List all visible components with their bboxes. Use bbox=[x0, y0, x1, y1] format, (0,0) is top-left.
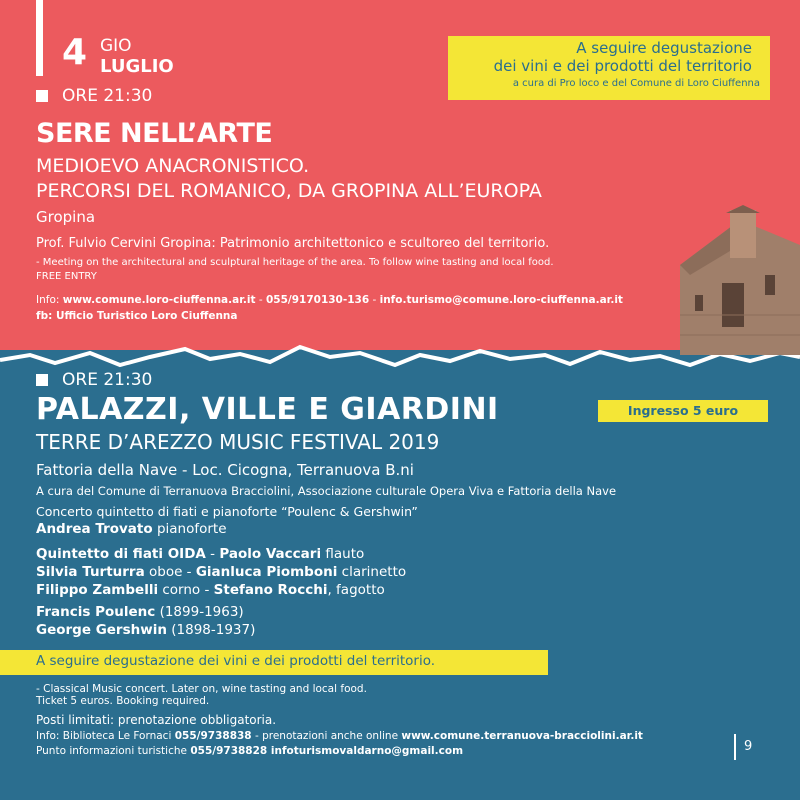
time-square-icon bbox=[36, 90, 48, 102]
performer-role: , fagotto bbox=[327, 582, 385, 598]
performer-name: Silvia Turturra bbox=[36, 564, 145, 580]
info-email-link[interactable]: info.turismo@comune.loro-ciuffenna.ar.it bbox=[379, 294, 623, 306]
event2-english-ticket: Ticket 5 euros. Booking required. bbox=[36, 695, 210, 707]
event2-tasting-text: A seguire degustazione dei vini e dei prodotti del territorio. bbox=[36, 653, 436, 669]
event1-time: ORE 21:30 bbox=[62, 86, 153, 106]
performer-name: Filippo Zambelli bbox=[36, 582, 159, 598]
event2-title: PALAZZI, VILLE E GIARDINI bbox=[36, 392, 499, 427]
info-phone: 055/9738838 bbox=[174, 730, 252, 742]
performer-name: Paolo Vaccari bbox=[219, 546, 322, 562]
performer-pianist bbox=[36, 521, 227, 537]
event1-title: SERE NELL’ARTE bbox=[36, 118, 273, 149]
info-label: Info: Biblioteca Le Fornaci bbox=[36, 730, 175, 742]
composer-name: George Gershwin bbox=[36, 622, 167, 638]
punto-email-link[interactable]: infoturismovaldarno@gmail.com bbox=[267, 745, 464, 757]
info-separator: - bbox=[369, 294, 380, 306]
performer-line bbox=[36, 564, 406, 580]
event1-subtitle-line2: PERCORSI DEL ROMANICO, DA GROPINA ALL’EUROPA bbox=[36, 180, 542, 202]
punto-label: Punto informazioni turistiche bbox=[36, 745, 191, 757]
performer-ensemble bbox=[36, 546, 364, 562]
event2-info bbox=[36, 730, 643, 742]
event2-venue: Fattoria della Nave - Loc. Cicogna, Terranuova B.ni bbox=[36, 461, 414, 479]
performer-name: Gianluca Piomboni bbox=[195, 564, 338, 580]
performer-line bbox=[36, 582, 385, 598]
tasting-line2: dei vini e dei prodotti del territorio bbox=[493, 57, 752, 75]
event1-speaker: Prof. Fulvio Cervini Gropina: Patrimonio architettonico e scultoreo del territorio. bbox=[36, 236, 550, 251]
event2-tasting-banner bbox=[0, 650, 548, 675]
performer-role: corno - bbox=[158, 582, 214, 598]
time-square-icon bbox=[36, 374, 48, 386]
event2-organizers: A cura del Comune di Terranuova Bracciolini, Associazione culturale Opera Viva e Fattoria della Nave bbox=[36, 484, 617, 498]
event1-free-entry: FREE ENTRY bbox=[36, 271, 97, 282]
composer-years: (1899-1963) bbox=[155, 604, 244, 620]
event1-subtitle-line1: MEDIOEVO ANACRONISTICO. bbox=[36, 155, 310, 177]
event1-english-note: - Meeting on the architectural and sculptural heritage of the area. To follow wine tasting and local food. bbox=[36, 257, 554, 268]
event-day: 4 bbox=[62, 32, 87, 73]
performer-separator: - bbox=[205, 546, 220, 562]
punto-phone: 055/9738828 bbox=[190, 745, 268, 757]
event-month: LUGLIO bbox=[100, 56, 174, 77]
tasting-box bbox=[448, 36, 770, 100]
info-site-link[interactable]: www.comune.loro-ciuffenna.ar.it bbox=[62, 294, 256, 306]
performer-role: clarinetto bbox=[337, 564, 407, 580]
info-mid: - prenotazioni anche online bbox=[251, 730, 402, 742]
composer-line bbox=[36, 604, 244, 620]
event2-concert: Concerto quintetto di fiati e pianoforte “Poulenc & Gershwin” bbox=[36, 504, 418, 519]
info-site-link[interactable]: www.comune.terranuova-bracciolini.ar.it bbox=[401, 730, 643, 742]
event2-english-note: - Classical Music concert. Later on, wine tasting and local food. bbox=[36, 683, 367, 695]
performer-role: flauto bbox=[321, 546, 365, 562]
event2-tourist-info bbox=[36, 745, 463, 757]
date-accent-bar bbox=[36, 0, 43, 76]
event1-info bbox=[36, 294, 623, 306]
performer-role: oboe - bbox=[144, 564, 196, 580]
composer-line bbox=[36, 622, 255, 638]
event2-festival: TERRE D’AREZZO MUSIC FESTIVAL 2019 bbox=[36, 430, 440, 454]
performer-name: Quintetto di fiati OIDA bbox=[36, 546, 206, 562]
composer-name: Francis Poulenc bbox=[36, 604, 156, 620]
info-label: Info: bbox=[36, 294, 63, 306]
event-weekday: GIO bbox=[100, 36, 132, 56]
page-number: 9 bbox=[734, 734, 768, 760]
performer-role: pianoforte bbox=[152, 521, 227, 537]
tasting-line3: a cura di Pro loco e del Comune di Loro Ciuffenna bbox=[512, 78, 760, 89]
composer-years: (1898-1937) bbox=[166, 622, 256, 638]
church-image bbox=[670, 205, 800, 355]
tasting-line1: A seguire degustazione bbox=[576, 39, 752, 57]
event1-facebook: fb: Ufficio Turistico Loro Ciuffenna bbox=[36, 310, 238, 322]
event2-time: ORE 21:30 bbox=[62, 370, 153, 390]
info-separator: - bbox=[255, 294, 266, 306]
info-phone: 055/9170130-136 bbox=[265, 294, 370, 306]
ticket-price-badge: Ingresso 5 euro bbox=[598, 400, 768, 422]
event2-limited-seats: Posti limitati: prenotazione obbligatoria. bbox=[36, 713, 277, 727]
event1-location: Gropina bbox=[36, 208, 96, 226]
performer-name: Andrea Trovato bbox=[36, 521, 153, 537]
performer-name: Stefano Rocchi bbox=[213, 582, 328, 598]
